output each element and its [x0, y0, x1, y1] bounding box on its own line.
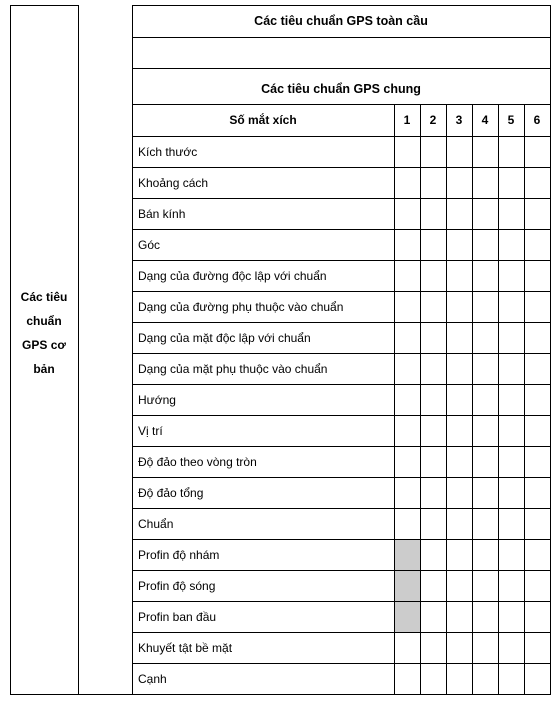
table-row-label: Vị trí — [138, 423, 163, 438]
shaded-cell — [394, 570, 420, 601]
link-number-4: 4 — [481, 113, 489, 127]
table-border — [132, 5, 551, 6]
row-divider — [132, 291, 551, 292]
table-row-label: Độ đảo tổng — [138, 485, 204, 500]
table-row-label: Hướng — [138, 392, 176, 407]
row-divider — [132, 446, 551, 447]
link-number-2: 2 — [429, 113, 437, 127]
link-number-3: 3 — [455, 113, 463, 127]
table-border — [78, 5, 79, 694]
table-row-label: Bán kính — [138, 206, 186, 221]
table-row-label: Dạng của đường độc lập với chuẩn — [138, 268, 327, 283]
row-divider — [132, 322, 551, 323]
shaded-cell — [394, 601, 420, 632]
table-row-label: Dạng của mặt độc lập với chuẩn — [138, 330, 311, 345]
side-label-line: Các tiêu — [20, 290, 68, 304]
row-divider — [132, 415, 551, 416]
table-border — [132, 5, 133, 694]
table-row-label: Profin độ nhám — [138, 547, 220, 562]
table-border — [10, 694, 132, 695]
column-divider — [446, 104, 447, 694]
column-divider — [498, 104, 499, 694]
row-divider — [132, 198, 551, 199]
side-label-line: GPS cơ — [22, 338, 66, 352]
column-divider — [524, 104, 525, 694]
table-border — [132, 37, 551, 38]
basic-gps-standards-label — [11, 286, 77, 380]
table-row-label: Profin độ sóng — [138, 578, 216, 593]
column-divider — [394, 104, 395, 694]
row-divider — [132, 601, 551, 602]
link-number-1: 1 — [403, 113, 411, 127]
link-number-6: 6 — [533, 113, 541, 127]
table-border — [10, 5, 78, 6]
shaded-cell — [394, 539, 420, 570]
row-divider — [132, 384, 551, 385]
table-row-label: Cạnh — [138, 671, 167, 686]
table-border — [132, 68, 551, 69]
side-label-line: chuẩn — [26, 314, 62, 328]
row-divider — [132, 260, 551, 261]
row-divider — [132, 353, 551, 354]
table-border — [550, 5, 551, 695]
column-divider — [420, 104, 421, 694]
table-row-label: Khoảng cách — [138, 175, 209, 190]
table-row-label: Độ đảo theo vòng tròn — [138, 454, 257, 469]
table-border — [10, 5, 11, 695]
row-divider — [132, 570, 551, 571]
table-row-label: Dạng của mặt phụ thuộc vào chuẩn — [138, 361, 328, 376]
table-row-label: Khuyết tật bề mặt — [138, 640, 233, 655]
table-row-label: Góc — [138, 237, 161, 252]
blank-row — [132, 37, 550, 68]
column-divider — [472, 104, 473, 694]
table-row-label: Dạng của đường phụ thuộc vào chuẩn — [138, 299, 344, 314]
row-divider — [132, 508, 551, 509]
table-row-label: Chuẩn — [138, 516, 174, 531]
table-border — [132, 104, 551, 105]
row-divider — [132, 167, 551, 168]
row-divider — [132, 694, 551, 695]
table-row-label: Profin ban đầu — [138, 609, 217, 624]
row-divider — [132, 136, 551, 137]
table-title: Các tiêu chuẩn GPS toàn cầu — [254, 14, 428, 28]
row-divider — [132, 632, 551, 633]
link-number-5: 5 — [507, 113, 515, 127]
section-title: Các tiêu chuẩn GPS chung — [261, 82, 421, 96]
row-divider — [132, 229, 551, 230]
side-label-line: bản — [33, 362, 55, 376]
row-divider — [132, 539, 551, 540]
link-number-header: Số mắt xích — [229, 113, 297, 127]
row-divider — [132, 663, 551, 664]
row-divider — [132, 477, 551, 478]
table-row-label: Kích thước — [138, 144, 198, 159]
